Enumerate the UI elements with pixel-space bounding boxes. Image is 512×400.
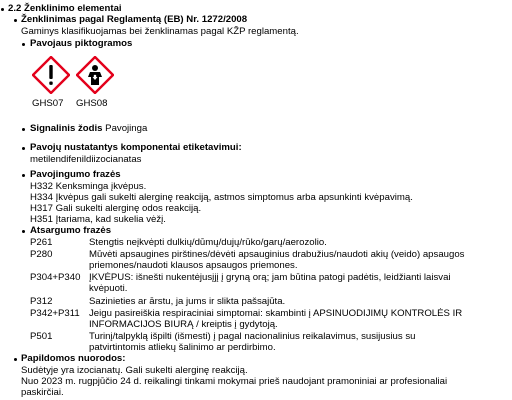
precautionary-statements-heading: Atsargumo frazės xyxy=(30,225,112,236)
precaution-code: P501 xyxy=(30,331,53,342)
hazard-statements-heading: Pavojingumo frazės xyxy=(30,169,121,180)
precaution-text: Jeigu pasireiškia respiraciniai simptomai: skambinti į APSINUODIJIMŲ KONTROLĖS IR xyxy=(89,308,463,319)
precaution-text: patvirtintomis atliekų šalinimo ar perdirbimo. xyxy=(89,342,276,353)
bullet xyxy=(14,358,17,361)
precaution-text: priemones/naudoti klausos apsaugos priemones. xyxy=(89,260,298,271)
bullet xyxy=(22,128,25,131)
additional-text: Sudėtyje yra izocianatų. Gali sukelti alerginę reakciją. xyxy=(21,365,248,376)
hazard-statement: H332 Kenksminga įkvėpus. xyxy=(30,181,147,192)
hazard-statement: H351 Įtariama, kad sukelia vėžį. xyxy=(30,214,166,225)
regulation-heading: Ženklinimas pagal Reglamentą (EB) Nr. 1272/2008 xyxy=(21,14,248,25)
additional-text: Nuo 2023 m. rugpjūčio 24 d. reikalingi tinkami mokymai prieš naudojant pramoniniai ar profesionaliai xyxy=(21,376,448,387)
signal-word-value: Pavojinga xyxy=(105,123,148,134)
components-heading: Pavojų nustatantys komponentai etiketavimui: xyxy=(30,142,242,153)
additional-heading: Papildomos nuorodos: xyxy=(21,353,126,364)
precaution-text: ĮKVĖPUS: išnešti nukentėjusįjį į gryną orą; jam būtina patogi padėtis, leidžianti laisvai xyxy=(89,272,451,283)
precaution-text: Mūvėti apsaugines pirštines/dėvėti apsauginius drabužius/naudoti akių (veido) apsaugos xyxy=(89,249,465,260)
precaution-text: kvėpuoti. xyxy=(89,283,128,294)
precaution-text: INFORMACIJOS BIURĄ / kreiptis į gydytoją. xyxy=(89,319,278,330)
section-heading xyxy=(8,3,122,14)
bullet xyxy=(14,19,17,22)
section-number: 2.2 xyxy=(8,3,22,14)
hazard-statement: H317 Gali sukelti alerginę odos reakciją. xyxy=(30,203,202,214)
signal-word-label: Signalinis žodis xyxy=(30,123,103,134)
precaution-text: Turinį/talpyklą išpilti (išmesti) į pagal nacionalinius reikalavimus, susijusius su xyxy=(89,331,416,342)
section-title: Ženklinimo elementai xyxy=(24,3,122,14)
health-hazard-icon xyxy=(76,56,114,94)
bullet xyxy=(22,147,25,150)
precaution-code: P342+P311 xyxy=(30,308,80,319)
signal-word xyxy=(30,123,147,134)
exclamation-mark-icon xyxy=(32,56,70,94)
components-value: metilendifenildiizocianatas xyxy=(30,154,142,165)
bullet xyxy=(1,8,4,11)
pictograms-heading: Pavojaus piktogramos xyxy=(30,38,133,49)
precaution-code: P312 xyxy=(30,296,53,307)
precaution-code: P280 xyxy=(30,249,53,260)
bullet xyxy=(22,174,25,177)
precaution-text: Sazinieties ar ārstu, ja jums ir slikta pašsajūta. xyxy=(89,296,286,307)
pictogram-code: GHS07 xyxy=(32,98,64,109)
hazard-statement: H334 Įkvėpus gali sukelti alerginę reakciją, astmos simptomus arba apsunkinti kvėpavimą. xyxy=(30,192,413,203)
precaution-text: Stengtis neįkvėpti dulkių/dūmų/dujų/rūko/garų/aerozolio. xyxy=(89,237,327,248)
bullet xyxy=(22,43,25,46)
additional-text: paskirčiai. xyxy=(21,387,64,398)
regulation-note: Gaminys klasifikuojamas bei ženklinamas pagal KŽP reglamentą. xyxy=(21,26,299,37)
precaution-code: P304+P340 xyxy=(30,272,81,283)
precaution-code: P261 xyxy=(30,237,53,248)
pictogram-code: GHS08 xyxy=(76,98,108,109)
bullet xyxy=(22,230,25,233)
